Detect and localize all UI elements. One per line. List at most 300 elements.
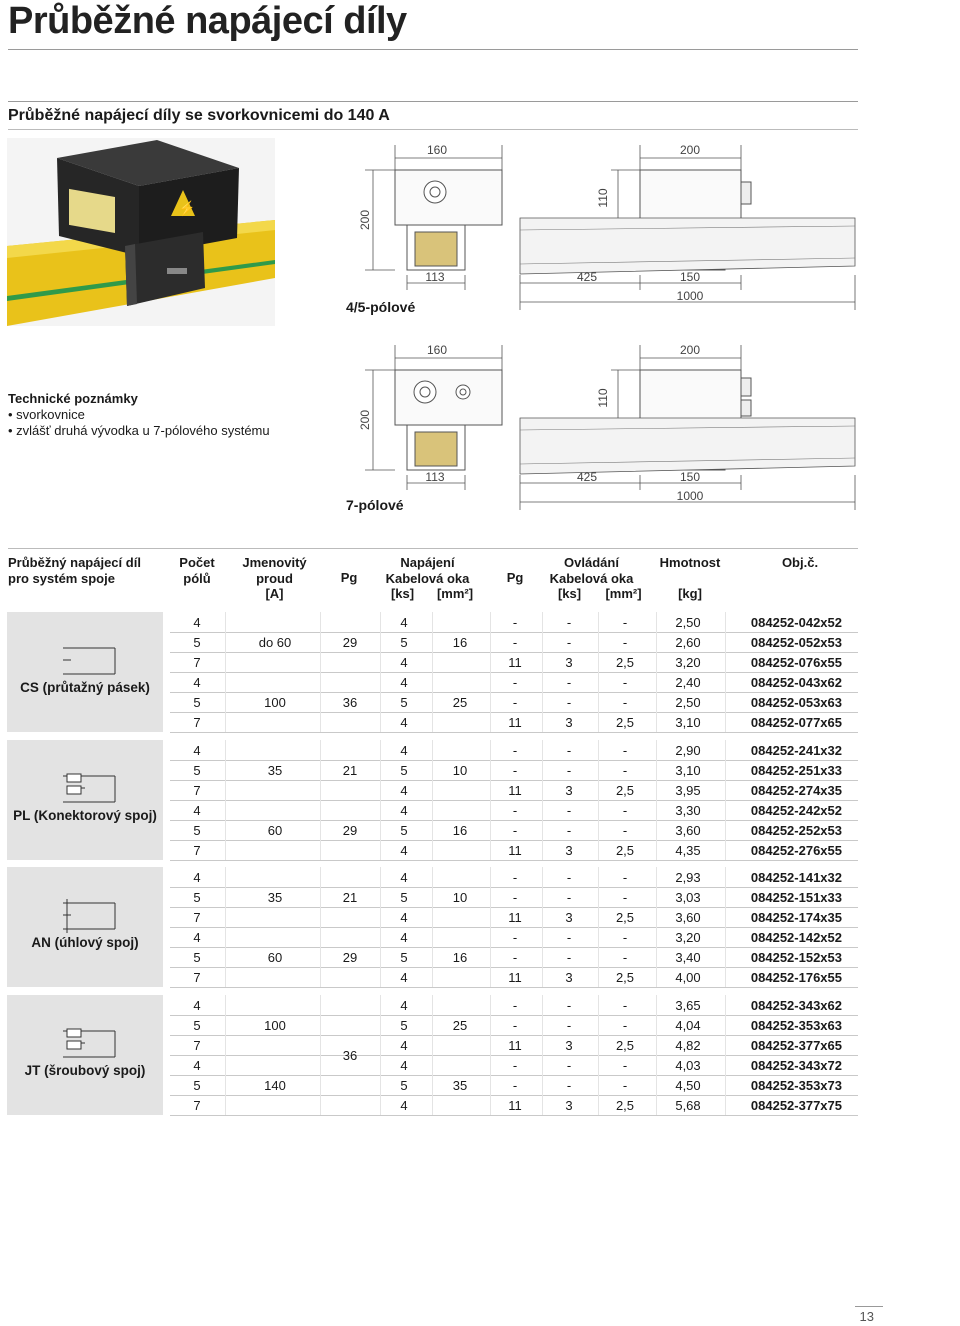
cell-ks: 4 (400, 1098, 408, 1113)
cell-kg: 3,10 (675, 715, 701, 730)
cell-kg: 3,20 (675, 655, 701, 670)
column-divider (432, 740, 433, 860)
notes-title: Technické poznámky (8, 391, 138, 406)
table-row (170, 780, 858, 800)
cell-ks2: 3 (565, 1038, 573, 1053)
column-divider (320, 867, 321, 987)
cell-order-number: 084252-276x55 (750, 843, 842, 858)
cell-pg2: 11 (508, 715, 522, 730)
row-divider (170, 987, 858, 988)
section-divider (8, 101, 858, 102)
cell-kg: 2,90 (675, 743, 701, 758)
column-divider (225, 612, 226, 732)
column-divider (598, 612, 599, 732)
cell-pg: 21 (342, 763, 358, 778)
cell-pg2: 11 (508, 1038, 522, 1053)
cell-order-number: 084252-252x53 (750, 823, 842, 838)
cell-order-number: 084252-343x72 (750, 1058, 842, 1073)
cell-kg: 3,20 (675, 930, 701, 945)
cell-poles: 5 (193, 695, 201, 710)
cell-pg2: - (512, 998, 518, 1013)
table-row (170, 840, 858, 860)
dim-top-left: 160 (426, 343, 448, 357)
cell-current: 35 (267, 763, 283, 778)
cell-poles: 4 (193, 615, 201, 630)
header-current: Jmenovitý proud [A] (242, 555, 307, 601)
cell-pg: 29 (342, 823, 358, 838)
cell-ks2: - (566, 1058, 572, 1073)
group-name: CS (průtažný pásek) (20, 680, 150, 695)
pl-joint-icon (59, 768, 119, 808)
cell-pg2: - (512, 695, 518, 710)
cell-poles: 5 (193, 635, 201, 650)
cell-poles: 7 (193, 783, 201, 798)
cell-ks: 4 (400, 743, 408, 758)
header-pg2: Pg (506, 570, 524, 585)
cell-poles: 7 (193, 715, 201, 730)
cell-pg2: - (512, 930, 518, 945)
cell-pg: 36 (342, 695, 358, 710)
cell-pg2: 11 (508, 783, 522, 798)
cell-order-number: 084252-174x35 (750, 910, 842, 925)
dim-total: 1000 (676, 289, 704, 303)
column-divider (725, 867, 726, 987)
drawing-4-5-pole (355, 140, 860, 325)
cell-mm2b: - (622, 998, 628, 1013)
cell-mm2b: 2,5 (615, 1038, 635, 1053)
dim-box: 110 (596, 188, 610, 208)
column-divider (490, 740, 491, 860)
cell-pg2: - (512, 890, 518, 905)
column-divider (225, 740, 226, 860)
cell-ks: 4 (400, 715, 408, 730)
column-divider (380, 612, 381, 732)
dim-box: 110 (596, 388, 610, 408)
column-divider (656, 995, 657, 1115)
cell-mm2b: 2,5 (615, 843, 635, 858)
cell-order-number: 084252-377x75 (750, 1098, 842, 1113)
cell-ks2: - (566, 675, 572, 690)
cell-ks2: - (566, 950, 572, 965)
column-divider (656, 740, 657, 860)
cell-ks: 5 (400, 695, 408, 710)
column-divider (542, 995, 543, 1115)
cell-mm2b: - (622, 763, 628, 778)
cell-pg: 29 (342, 635, 358, 650)
cell-ks: 4 (400, 615, 408, 630)
cell-ks: 4 (400, 655, 408, 670)
cell-mm2b: 2,5 (615, 655, 635, 670)
group-name: PL (Konektorový spoj) (13, 808, 157, 823)
cell-mm2b: - (622, 695, 628, 710)
drawing-7-pole (355, 340, 860, 525)
cell-poles: 5 (193, 890, 201, 905)
cell-ks2: 3 (565, 715, 573, 730)
table-row (170, 867, 858, 887)
cell-kg: 3,95 (675, 783, 701, 798)
cell-poles: 7 (193, 910, 201, 925)
column-divider (320, 612, 321, 732)
cell-kg: 2,93 (675, 870, 701, 885)
cell-order-number: 084252-176x55 (750, 970, 842, 985)
column-divider (542, 740, 543, 860)
dim-top-right: 200 (679, 343, 701, 357)
table-row (170, 800, 858, 820)
cell-kg: 2,60 (675, 635, 701, 650)
cell-mm2b: - (622, 803, 628, 818)
svg-text:⚡: ⚡ (178, 200, 196, 216)
cell-ks: 4 (400, 910, 408, 925)
cell-pg2: 11 (508, 1098, 522, 1113)
column-divider (432, 612, 433, 732)
dim-top-left: 160 (426, 143, 448, 157)
cell-ks: 5 (400, 1078, 408, 1093)
column-divider (432, 995, 433, 1115)
cell-current: 60 (267, 823, 283, 838)
cell-mm2: 35 (452, 1078, 468, 1093)
column-divider (725, 995, 726, 1115)
column-divider (380, 740, 381, 860)
cell-kg: 3,60 (675, 823, 701, 838)
group-cell (7, 612, 163, 732)
cell-order-number: 084252-251x33 (750, 763, 842, 778)
cell-ks: 4 (400, 1058, 408, 1073)
cell-ks2: - (566, 1018, 572, 1033)
cell-kg: 2,50 (675, 615, 701, 630)
cell-mm2b: 2,5 (615, 970, 635, 985)
cell-order-number: 084252-076x55 (750, 655, 842, 670)
group-cell (7, 867, 163, 987)
column-divider (320, 995, 321, 1115)
column-divider (598, 995, 599, 1115)
column-divider (432, 867, 433, 987)
table-row (170, 927, 858, 947)
dim-bottom-left: 113 (425, 270, 445, 284)
page-number: 13 (859, 1309, 874, 1324)
cell-ks2: 3 (565, 655, 573, 670)
page-number-rule (855, 1306, 883, 1307)
column-divider (225, 867, 226, 987)
cell-pg: 36 (342, 1048, 358, 1063)
column-divider (656, 867, 657, 987)
cell-ks: 5 (400, 1018, 408, 1033)
table-row (170, 740, 858, 760)
group-rows (170, 740, 858, 860)
table-row (170, 612, 858, 632)
column-divider (725, 740, 726, 860)
technical-notes (8, 391, 270, 439)
cell-ks: 4 (400, 843, 408, 858)
table-top-divider (8, 548, 858, 549)
cell-kg: 3,03 (675, 890, 701, 905)
cell-ks: 4 (400, 783, 408, 798)
cell-ks2: - (566, 870, 572, 885)
cell-kg: 4,35 (675, 843, 701, 858)
header-pg: Pg (340, 570, 358, 585)
cell-poles: 4 (193, 803, 201, 818)
cell-mm2b: - (622, 615, 628, 630)
header-part: Průběžný napájecí díl pro systém spoje (8, 555, 141, 586)
cell-order-number: 084252-052x53 (750, 635, 842, 650)
cell-mm2b: - (622, 930, 628, 945)
cell-kg: 4,82 (675, 1038, 701, 1053)
cell-current: do 60 (258, 635, 292, 650)
cell-poles: 4 (193, 675, 201, 690)
cell-current: 100 (264, 695, 286, 710)
cell-order-number: 084252-152x53 (750, 950, 842, 965)
cell-pg2: - (512, 950, 518, 965)
cell-poles: 4 (193, 743, 201, 758)
cell-mm2b: - (622, 1058, 628, 1073)
cell-pg2: - (512, 1018, 518, 1033)
cell-order-number: 084252-353x63 (750, 1018, 842, 1033)
cell-pg2: - (512, 823, 518, 838)
cell-ks2: 3 (565, 783, 573, 798)
cell-ks: 5 (400, 763, 408, 778)
cell-ks2: - (566, 615, 572, 630)
title-divider (8, 49, 858, 50)
cell-order-number: 084252-043x62 (750, 675, 842, 690)
cell-pg2: 11 (508, 970, 522, 985)
cell-ks2: - (566, 998, 572, 1013)
column-divider (542, 867, 543, 987)
cell-order-number: 084252-241x32 (750, 743, 842, 758)
cell-pg2: 11 (508, 843, 522, 858)
group-name: JT (šroubový spoj) (24, 1063, 146, 1078)
cell-mm2b: - (622, 1078, 628, 1093)
cell-mm2b: 2,5 (615, 783, 635, 798)
column-divider (380, 867, 381, 987)
dim-bottom-left: 113 (425, 470, 445, 484)
section-title: Průběžné napájecí díly se svorkovnicemi do 140 A (8, 107, 390, 124)
cell-order-number: 084252-053x63 (750, 695, 842, 710)
cell-order-number: 084252-151x33 (750, 890, 842, 905)
cell-poles: 5 (193, 950, 201, 965)
cell-poles: 4 (193, 998, 201, 1013)
product-photo (7, 138, 275, 326)
cell-pg2: - (512, 743, 518, 758)
cell-poles: 5 (193, 823, 201, 838)
cell-mm2b: - (622, 890, 628, 905)
cell-kg: 3,30 (675, 803, 701, 818)
cell-ks: 5 (400, 950, 408, 965)
cell-ks: 5 (400, 635, 408, 650)
table-row (170, 1055, 858, 1075)
cell-pg2: 11 (508, 655, 522, 670)
cell-mm2b: - (622, 870, 628, 885)
cell-order-number: 084252-242x52 (750, 803, 842, 818)
cell-mm2b: - (622, 1018, 628, 1033)
cell-mm2b: - (622, 950, 628, 965)
cell-mm2b: 2,5 (615, 1098, 635, 1113)
cell-mm2: 10 (452, 890, 468, 905)
cell-ks: 4 (400, 870, 408, 885)
column-divider (490, 995, 491, 1115)
cell-order-number: 084252-343x62 (750, 998, 842, 1013)
cell-poles: 5 (193, 1078, 201, 1093)
cell-ks2: - (566, 763, 572, 778)
cell-ks2: - (566, 635, 572, 650)
note-item: • svorkovnice (8, 407, 270, 423)
page-title: Průběžné napájecí díly (8, 0, 407, 42)
cell-ks2: - (566, 695, 572, 710)
group-rows (170, 867, 858, 987)
cell-ks: 4 (400, 998, 408, 1013)
cell-kg: 2,50 (675, 695, 701, 710)
cell-kg: 3,60 (675, 910, 701, 925)
cell-kg: 4,00 (675, 970, 701, 985)
cell-ks2: - (566, 743, 572, 758)
cell-current: 140 (264, 1078, 286, 1093)
dim-height: 200 (358, 209, 372, 231)
row-divider (170, 732, 858, 733)
row-divider (170, 1115, 858, 1116)
dim-height: 200 (358, 409, 372, 431)
cell-ks2: 3 (565, 843, 573, 858)
header-poles: Počet pólů (179, 555, 215, 586)
an-joint-icon (59, 895, 119, 935)
column-divider (380, 995, 381, 1115)
dim-total: 1000 (676, 489, 704, 503)
cell-ks: 4 (400, 803, 408, 818)
cell-kg: 4,04 (675, 1018, 701, 1033)
cell-order-number: 084252-353x73 (750, 1078, 842, 1093)
cell-mm2: 25 (452, 1018, 468, 1033)
column-divider (598, 740, 599, 860)
cell-order-number: 084252-141x32 (750, 870, 842, 885)
cell-poles: 4 (193, 930, 201, 945)
cell-pg2: - (512, 675, 518, 690)
cell-mm2b: - (622, 675, 628, 690)
cell-mm2b: 2,5 (615, 910, 635, 925)
header-supply: Napájení Kabelová oka [ks] [mm²] (385, 555, 474, 601)
dim-bottom-mid: 425 (576, 270, 598, 284)
table-row (170, 1035, 858, 1055)
cell-ks: 4 (400, 1038, 408, 1053)
group-cell (7, 740, 163, 860)
dim-bottom-right: 150 (679, 470, 701, 484)
cell-ks: 5 (400, 823, 408, 838)
cell-poles: 7 (193, 655, 201, 670)
cell-order-number: 084252-077x65 (750, 715, 842, 730)
cell-ks2: 3 (565, 1098, 573, 1113)
cell-poles: 7 (193, 1038, 201, 1053)
cell-pg: 29 (342, 950, 358, 965)
cell-mm2: 16 (452, 635, 468, 650)
note-item: • zvlášť druhá vývodka u 7-pólového systému (8, 423, 270, 439)
cell-pg2: - (512, 870, 518, 885)
cell-poles: 7 (193, 843, 201, 858)
group-rows (170, 612, 858, 732)
column-divider (490, 867, 491, 987)
cell-ks2: - (566, 890, 572, 905)
header-control: Ovládání Kabelová oka [ks] [mm²] (549, 555, 642, 601)
cell-order-number: 084252-142x52 (750, 930, 842, 945)
subtitle-divider (8, 129, 858, 130)
cell-kg: 4,50 (675, 1078, 701, 1093)
cell-order-number: 084252-042x52 (750, 615, 842, 630)
cell-poles: 7 (193, 970, 201, 985)
table-row (170, 907, 858, 927)
cell-mm2: 16 (452, 950, 468, 965)
cell-pg: 21 (342, 890, 358, 905)
cell-order-number: 084252-377x65 (750, 1038, 842, 1053)
column-divider (320, 740, 321, 860)
cell-kg: 3,10 (675, 763, 701, 778)
jt-joint-icon (59, 1023, 119, 1063)
table-row (170, 712, 858, 732)
cell-kg: 5,68 (675, 1098, 701, 1113)
cell-ks: 4 (400, 970, 408, 985)
cell-pg2: - (512, 763, 518, 778)
group-cell (7, 995, 163, 1115)
group-rows (170, 995, 858, 1115)
cell-pg2: - (512, 803, 518, 818)
column-divider (490, 612, 491, 732)
cell-ks2: - (566, 823, 572, 838)
cell-ks2: - (566, 1078, 572, 1093)
cell-mm2b: 2,5 (615, 715, 635, 730)
cell-mm2: 16 (452, 823, 468, 838)
cell-kg: 2,40 (675, 675, 701, 690)
cell-mm2: 10 (452, 763, 468, 778)
cell-pg2: 11 (508, 910, 522, 925)
cell-mm2: 25 (452, 695, 468, 710)
table-row (170, 1095, 858, 1115)
cell-mm2b: - (622, 635, 628, 650)
cell-poles: 5 (193, 763, 201, 778)
cell-order-number: 084252-274x35 (750, 783, 842, 798)
column-divider (598, 867, 599, 987)
dim-bottom-right: 150 (679, 270, 701, 284)
cell-pg2: - (512, 1058, 518, 1073)
cell-pg2: - (512, 615, 518, 630)
cell-current: 35 (267, 890, 283, 905)
dim-bottom-mid: 425 (576, 470, 598, 484)
cell-poles: 4 (193, 870, 201, 885)
cell-ks: 4 (400, 675, 408, 690)
cell-kg: 3,40 (675, 950, 701, 965)
cell-mm2b: - (622, 823, 628, 838)
group-name: AN (úhlový spoj) (31, 935, 139, 950)
cell-ks2: - (566, 930, 572, 945)
cell-ks2: - (566, 803, 572, 818)
column-divider (542, 612, 543, 732)
cell-poles: 7 (193, 1098, 201, 1113)
cell-mm2b: - (622, 743, 628, 758)
table-row (170, 652, 858, 672)
cell-ks: 5 (400, 890, 408, 905)
header-order: Obj.č. (781, 555, 819, 570)
cell-poles: 4 (193, 1058, 201, 1073)
cell-pg2: - (512, 1078, 518, 1093)
cell-ks2: 3 (565, 910, 573, 925)
drawing-label-7-pole: 7-pólové (346, 497, 404, 513)
cell-pg2: - (512, 635, 518, 650)
table-row (170, 967, 858, 987)
header-weight: Hmotnost [kg] (659, 555, 721, 601)
column-divider (225, 995, 226, 1115)
cell-ks2: 3 (565, 970, 573, 985)
cell-current: 60 (267, 950, 283, 965)
cell-kg: 4,03 (675, 1058, 701, 1073)
row-divider (170, 860, 858, 861)
cell-kg: 3,65 (675, 998, 701, 1013)
cell-poles: 5 (193, 1018, 201, 1033)
dim-top-right: 200 (679, 143, 701, 157)
column-divider (725, 612, 726, 732)
column-divider (656, 612, 657, 732)
